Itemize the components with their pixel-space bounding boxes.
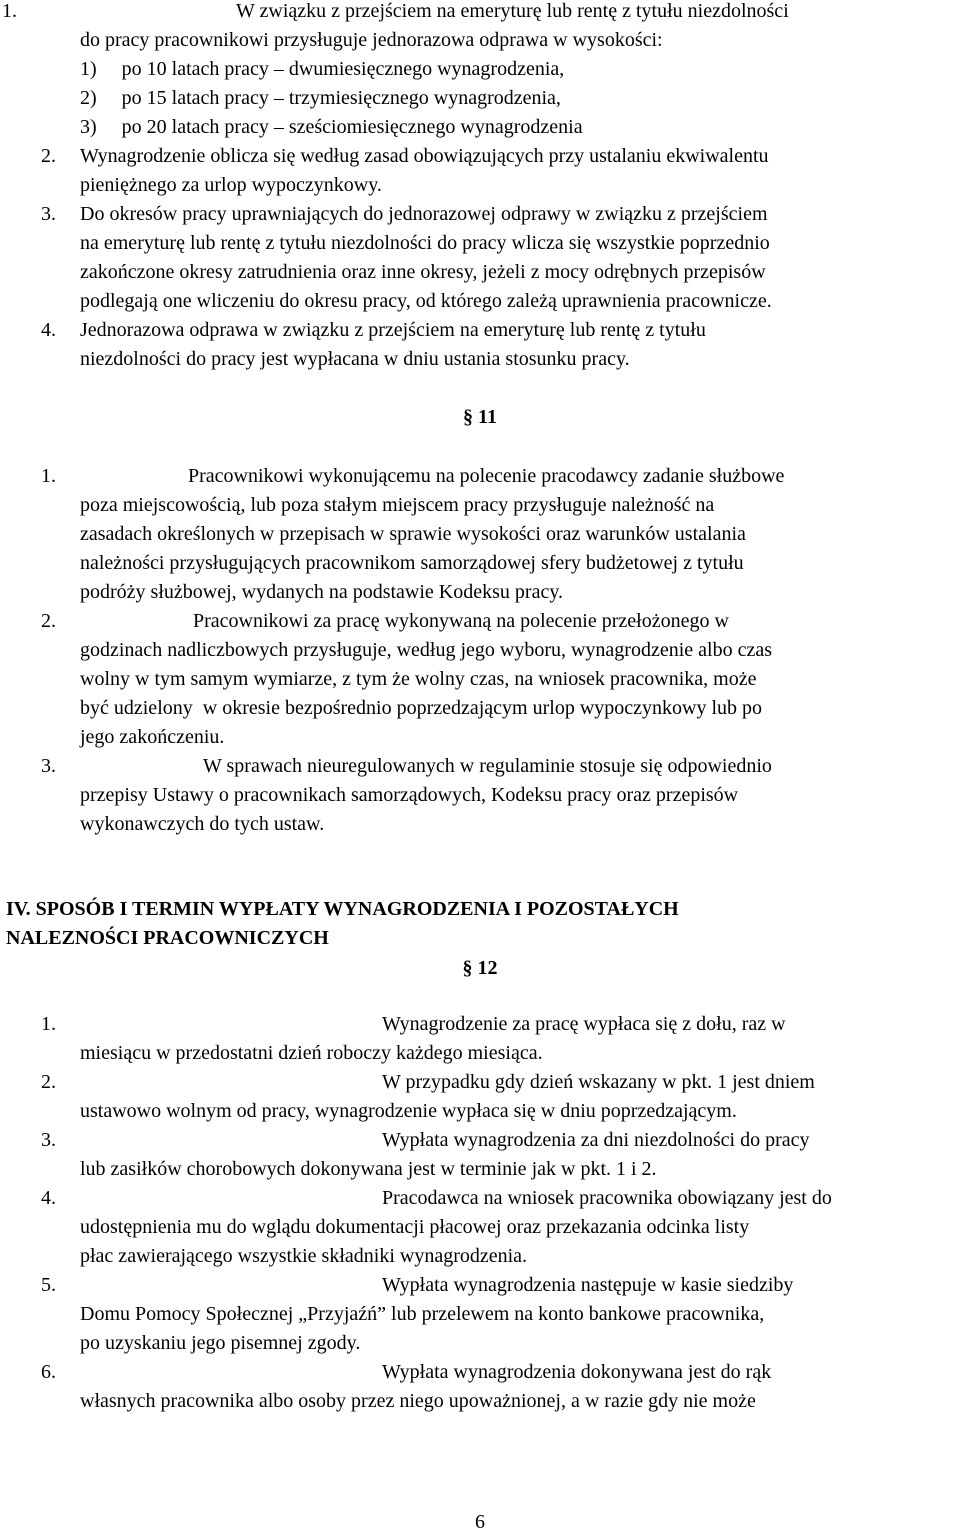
item-number: 3. [41,203,56,225]
text-line: 3) po 20 latach pracy – sześciomiesięcznego wynagrodzenia [80,116,583,138]
item-number: 1. [2,0,17,22]
text-line: 2) po 15 latach pracy – trzymiesięcznego wynagrodzenia, [80,87,561,109]
item-number: 2. [41,145,56,167]
text-line: 2. W przypadku gdy dzień wskazany w pkt. 1 jest dniem [0,1068,960,1097]
text-line: należności przysługujących pracownikom samorządowej sfery budżetowej z tytułu [80,552,744,574]
section-heading-11: § 11 [463,406,497,428]
text-line: po uzyskaniu jego pisemnej zgody. [80,1332,361,1354]
text-line: niezdolności do pracy jest wypłacana w dniu ustania stosunku pracy. [80,348,630,370]
text-line: 6. Wypłata wynagrodzenia dokonywana jest do rąk [0,1358,960,1387]
text-line: podlegają one wliczeniu do okresu pracy, od którego zależą uprawnienia pracownicze. [80,290,772,312]
text-line: 2. Wynagrodzenie oblicza się według zasad obowiązujących przy ustalaniu ekwiwalentu [0,142,960,171]
text-line: podróży służbowej, wydanych na podstawie Kodeksu pracy. [80,581,564,603]
item-number: 6. [41,1361,56,1383]
text-line: pieniężnego za urlop wypoczynkowy. [80,174,382,196]
text-line: 4. Pracodawca na wniosek pracownika obowiązany jest do [0,1184,960,1213]
text-line: własnych pracownika albo osoby przez niego upoważnionej, a w razie gdy nie może [80,1390,756,1412]
item-number: 1. [41,465,56,487]
text-line: zakończone okresy zatrudnienia oraz inne okresy, jeżeli z mocy odrębnych przepisów [80,261,766,283]
text-line: 5. Wypłata wynagrodzenia następuje w kasie siedziby [0,1271,960,1300]
text-line: zasadach określonych w przepisach w sprawie wysokości oraz warunków ustalania [80,523,746,545]
item-text: W związku z przejściem na emeryturę lub rentę z tytułu niezdolności [236,0,789,22]
text-line: poza miejscowością, lub poza stałym miejscem pracy przysługuje należność na [80,494,715,516]
item-number: 1. [41,1013,56,1035]
text-line: 1. Pracownikowi wykonującemu na polecenie pracodawcy zadanie służbowe [0,462,960,491]
text-line: 1) po 10 latach pracy – dwumiesięcznego wynagrodzenia, [80,58,565,80]
chapter-heading-line-1: IV. SPOSÓB I TERMIN WYPŁATY WYNAGRODZENIA I POZOSTAŁYCH [6,898,679,920]
text-line: 3. W sprawach nieuregulowanych w regulaminie stosuje się odpowiednio [0,752,960,781]
text-line: 3. Do okresów pracy uprawniających do jednorazowej odprawy w związku z przejściem [0,200,960,229]
text-line: udostępnienia mu do wglądu dokumentacji płacowej oraz przekazania odcinka listy [80,1216,750,1238]
page-number: 6 [475,1511,485,1533]
item-number: 3. [41,755,56,777]
text-line: być udzielony w okresie bezpośrednio poprzedzającym urlop wypoczynkowy lub po [80,697,763,719]
text-line: Domu Pomocy Społecznej „Przyjaźń” lub przelewem na konto bankowe pracownika, [80,1303,765,1325]
text-line: 4. Jednorazowa odprawa w związku z przejściem na emeryturę lub rentę z tytułu [0,316,960,345]
item-number: 2. [41,610,56,632]
text-line: 3. Wypłata wynagrodzenia za dni niezdolności do pracy [0,1126,960,1155]
item-number: 5. [41,1274,56,1296]
text-line: wolny w tym samym wymiarze, z tym że wolny czas, na wniosek pracownika, może [80,668,757,690]
text-line: 1. Wynagrodzenie za pracę wypłaca się z dołu, raz w [0,1010,960,1039]
text-line: wykonawczych do tych ustaw. [80,813,325,835]
chapter-heading-line-2: NALEZNOŚCI PRACOWNICZYCH [6,927,329,949]
item-number: 3. [41,1129,56,1151]
text-line: przepisy Ustawy o pracownikach samorządowych, Kodeksu pracy oraz przepisów [80,784,739,806]
text-line [0,0,960,26]
item-number: 4. [41,1187,56,1209]
text-line: 2. Pracownikowi za pracę wykonywaną na polecenie przełożonego w [0,607,960,636]
text-line: płac zawierającego wszystkie składniki wynagrodzenia. [80,1245,528,1267]
text-line: lub zasiłków chorobowych dokonywana jest w terminie jak w pkt. 1 i 2. [80,1158,657,1180]
text-line: godzinach nadliczbowych przysługuje, według jego wyboru, wynagrodzenie albo czas [80,639,772,661]
section-heading-12: § 12 [462,957,498,979]
text-line: ustawowo wolnym od pracy, wynagrodzenie wypłaca się w dniu poprzedzającym. [80,1100,737,1122]
text-line: do pracy pracownikowi przysługuje jednorazowa odprawa w wysokości: [80,29,663,51]
text-line: miesiącu w przedostatni dzień roboczy każdego miesiąca. [80,1042,543,1064]
text-line: jego zakończeniu. [80,726,225,748]
item-number: 4. [41,319,56,341]
item-number: 2. [41,1071,56,1093]
text-line: na emeryturę lub rentę z tytułu niezdolności do pracy wlicza się wszystkie poprzednio [80,232,770,254]
